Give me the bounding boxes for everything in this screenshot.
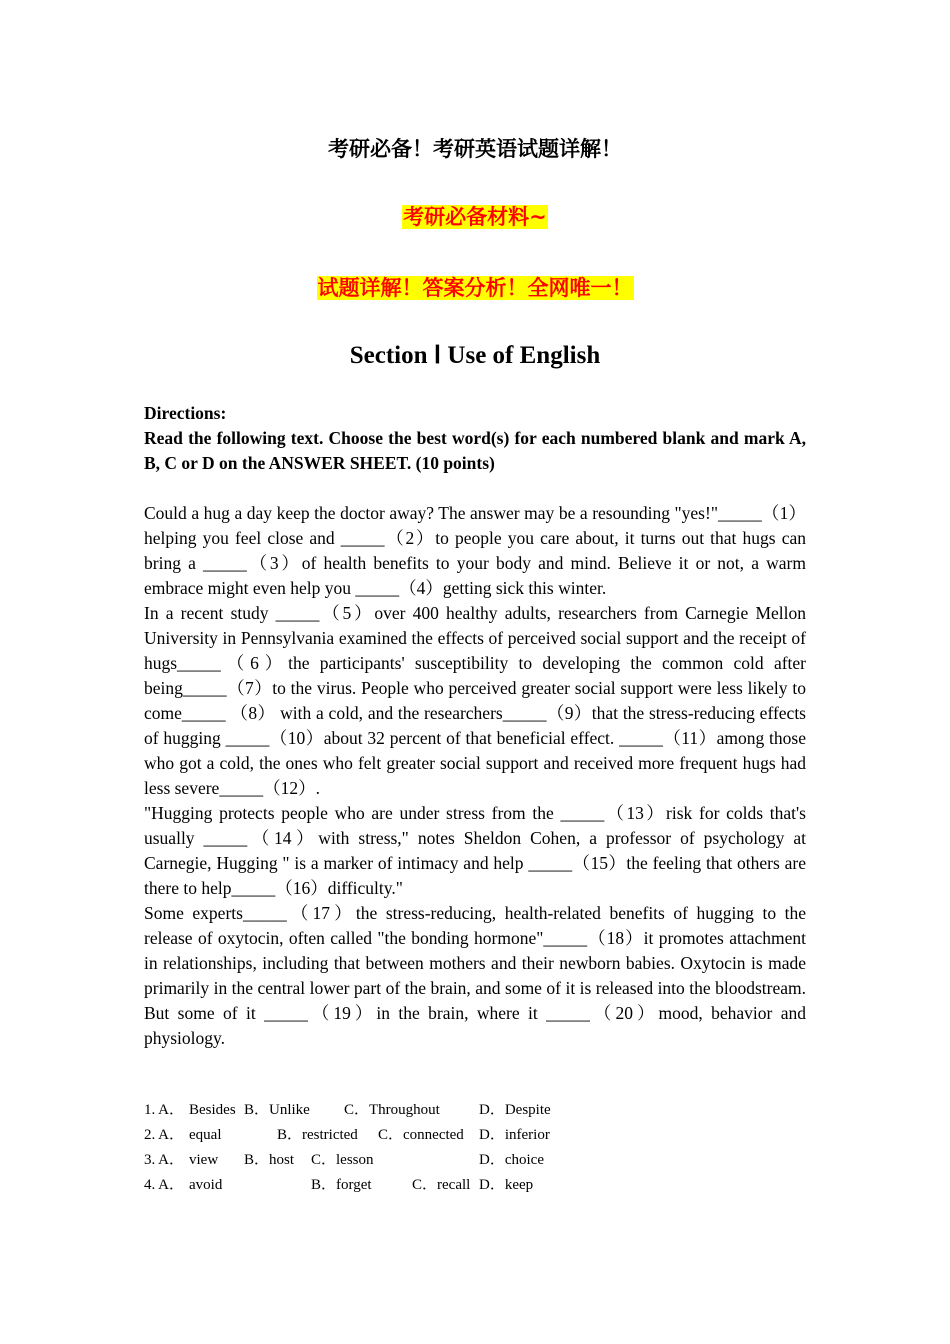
section-heading-text: Section Ⅰ Use of English	[349, 342, 601, 369]
passage-paragraph-4: Some experts_____（17）the stress-reducing, health-related benefits of hugging to the release of oxytocin, often called "the bonding hormone"_____（18）it promotes attachment in relationships, including that between mothers and their newborn babies. Oxytocin is made primarily in the central lower part of the brain, and some of it is released into the bloodstream. But some of it _____（19）in the brain, where it _____（20）mood, behavior and physiology.	[144, 903, 806, 1048]
option-b: B．restricted	[277, 1127, 358, 1143]
option-c: C．recall	[412, 1177, 471, 1193]
option-d: D．Despite	[479, 1102, 551, 1118]
option-c: C．lesson	[311, 1152, 374, 1168]
subtitle-highlight-2	[0, 274, 950, 302]
section-heading	[0, 340, 950, 372]
page-title	[0, 135, 950, 163]
option-a: avoid	[189, 1177, 223, 1193]
option-number: 2. A．	[144, 1127, 185, 1143]
option-b: B．Unlike	[244, 1102, 310, 1118]
passage-paragraph-2: In a recent study _____（5）over 400 healthy adults, researchers from Carnegie Mellon University in Pennsylvania examined the effects of perceived social support and the receipt of hugs_____（6）the participants' susceptibility to developing the common cold after being_____（7）to the virus. People who perceived greater social support were less likely to come_____ （8） with a cold, and the researchers_____（9）that the stress-reducing effects of hugging _____（10）about 32 percent of that beneficial effect. _____（11）among those who got a cold, the ones who felt greater social support and received more frequent hugs had less severe_____（12）.	[144, 603, 806, 798]
directions-text: Read the following text. Choose the best word(s) for each numbered blank and mark A, B, C or D on the ANSWER SHEET. (10 points)	[144, 428, 806, 473]
option-d: D．inferior	[479, 1127, 550, 1143]
option-number: 1. A．	[144, 1102, 185, 1118]
subtitle-1-text: 考研必备材料~	[403, 205, 547, 229]
passage	[144, 501, 806, 1051]
subtitle-2-text: 试题详解！答案分析！全网唯一！	[317, 276, 633, 300]
option-c: C．Throughout	[344, 1102, 440, 1118]
option-c: C．connected	[378, 1127, 464, 1143]
option-b: B．forget	[311, 1177, 372, 1193]
option-a: Besides	[189, 1102, 236, 1118]
passage-paragraph-1: Could a hug a day keep the doctor away? The answer may be a resounding "yes!"_____（1）helping you feel close and _____（2）to people you care about, it turns out that hugs can bring a _____（3）of health benefits to your body and mind. Believe it or not, a warm embrace might even help you _____（4）getting sick this winter.	[144, 503, 806, 598]
directions-block	[144, 401, 806, 476]
option-number: 4. A．	[144, 1177, 185, 1193]
option-a: view	[189, 1152, 219, 1168]
option-d: D．keep	[479, 1177, 534, 1193]
passage-paragraph-3: "Hugging protects people who are under stress from the _____（13）risk for colds that's usually _____（14）with stress," notes Sheldon Cohen, a professor of psychology at Carnegie, Hugging " is a marker of intimacy and help _____（15）the feeling that others are there to help_____（16）difficulty."	[144, 803, 806, 898]
page-title-text: 考研必备！考研英语试题详解！	[328, 137, 622, 161]
option-d: D．choice	[479, 1152, 544, 1168]
option-number: 3. A．	[144, 1152, 185, 1168]
option-a: equal	[189, 1127, 222, 1143]
option-b: B．host	[244, 1152, 295, 1168]
directions-label: Directions:	[144, 403, 227, 423]
subtitle-highlight-1	[0, 203, 950, 231]
